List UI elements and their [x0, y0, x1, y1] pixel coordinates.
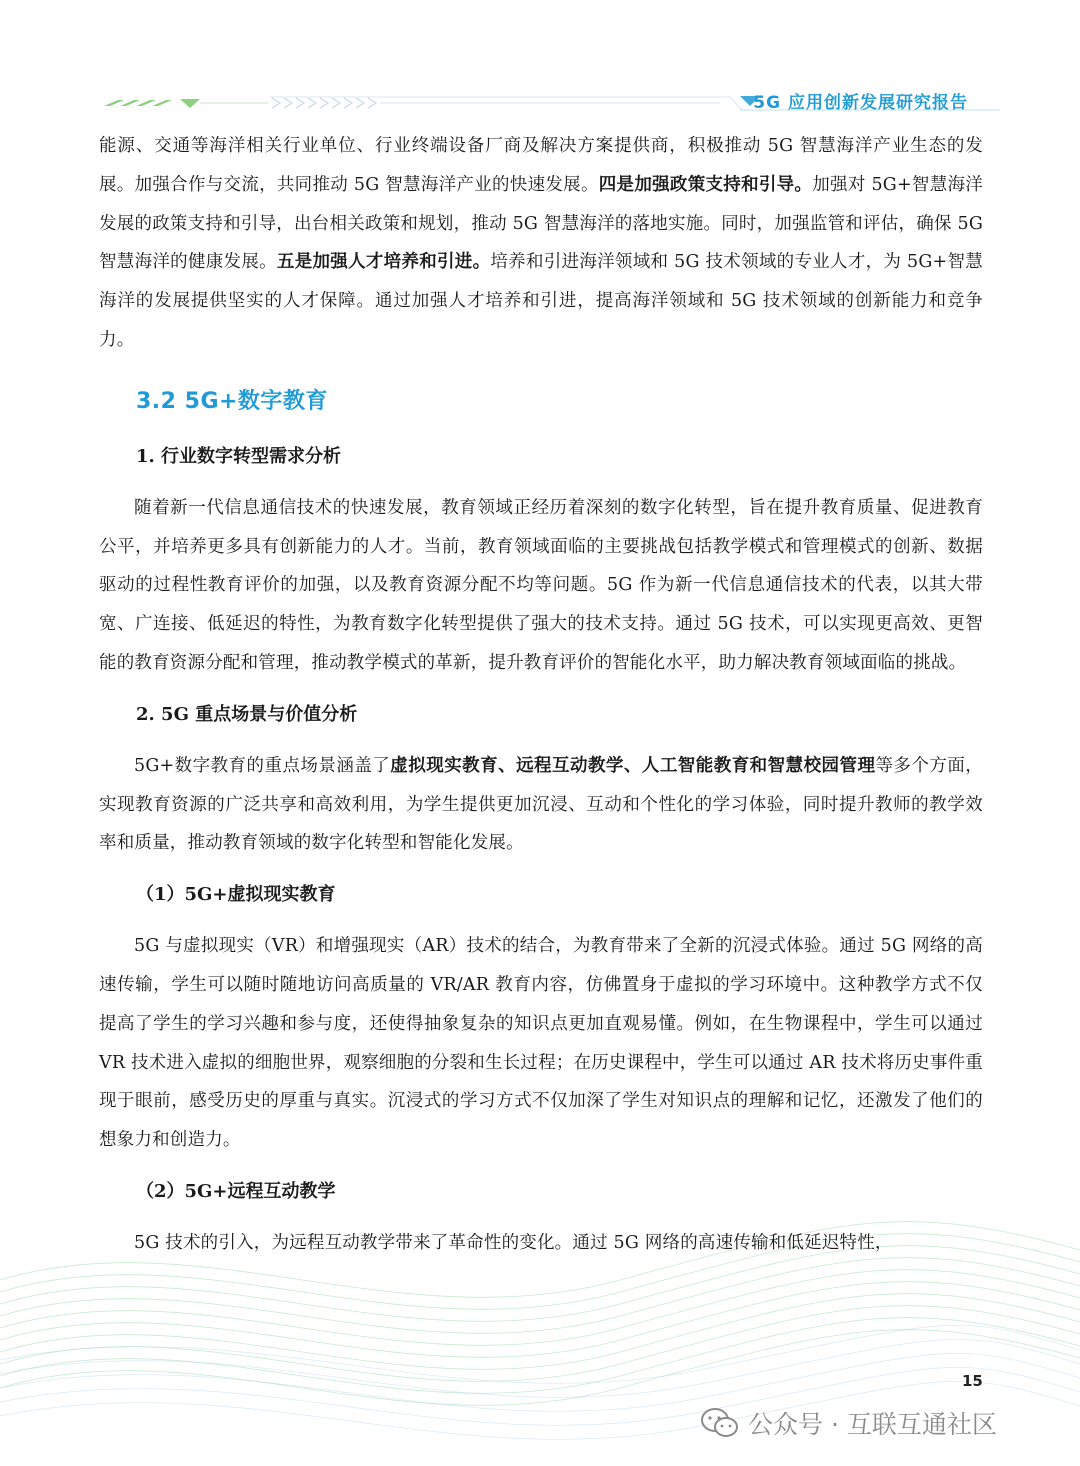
subsection-paragraph-1: 随着新一代信息通信技术的快速发展，教育领域正经历着深刻的数字化转型，旨在提升教育质量、促进教育公平，并培养更多具有创新能力的人才。当前，教育领域面临的主要挑战包括教学模式和管理模式的创新、数据驱动的过程性教育评价的加强，以及教育资源分配不均等问题。5G 作为新一代信息通信技术的代表，以其大带宽、广连接、低延迟的特性，为教育数字化转型提供了强大的技术支持。通过 5G 技术，可以实现更高效、更智能的教育资源分配和管理，推动教学模式的革新，提升教育评价的智能化水平，助力解决教育领域面临的挑战。 [99, 497, 983, 673]
watermark-text: 公众号 · 互联互通社区 [748, 1410, 997, 1439]
item-paragraph-2: 5G 技术的引入，为远程互动教学带来了革命性的变化。通过 5G 网络的高速传输和低延迟特性， [134, 1232, 893, 1253]
item-heading-1: （1）5G+虚拟现实教育 [136, 884, 336, 906]
item-heading-2: （2）5G+远程互动教学 [136, 1180, 336, 1202]
item-paragraph-1: 5G 与虚拟现实（VR）和增强现实（AR）技术的结合，为教育带来了全新的沉浸式体验。通过 5G 网络的高速传输，学生可以随时随地访问高质量的 VR/AR 教育内容，仿佛置身于虚拟的学习环境中。这种教学方式不仅提高了学生的学习兴趣和参与度，还使得抽象复杂的知识点更加直观易懂。例如，在生物课程中，学生可以通过 VR 技术进入虚拟的细胞世界，观察细胞的分裂和生长过程；在历史课程中，学生可以通过 AR 技术将历史事件重现于眼前，感受历史的厚重与真实。沉浸式的学习方式不仅加深了学生对知识点的理解和记忆，还激发了他们的想象力和创造力。 [99, 936, 983, 1151]
page-number: 15 [962, 1372, 983, 1390]
page-header [0, 0, 1080, 125]
section-title: 3.2 5G+数字教育 [136, 388, 328, 414]
subsection-heading-2: 2. 5G 重点场景与价值分析 [136, 703, 358, 725]
wechat-icon [700, 1407, 740, 1439]
watermark [700, 1405, 997, 1441]
report-title: 5G 应用创新发展研究报告 [753, 93, 968, 113]
page-content [99, 127, 983, 1263]
intro-paragraph: 能源、交通等海洋相关行业单位、行业终端设备厂商及解决方案提供商，积极推动 5G 智慧海洋产业生态的发展。加强合作与交流，共同推动 5G 智慧海洋产业的快速发展。四是加强政策支持和引导。加强对 5G+智慧海洋发展的政策支持和引导，出台相关政策和规划，推动 5G 智慧海洋的落地实施。同时，加强监管和评估，确保 5G 智慧海洋的健康发展。五是加强人才培养和引进。培养和引进海洋领域和 5G 技术领域的专业人才，为 5G+智慧海洋的发展提供坚实的人才保障。通过加强人才培养和引进，提高海洋领域和 5G 技术领域的创新能力和竞争力。 [99, 136, 984, 350]
subsection-paragraph-2: 5G+数字教育的重点场景涵盖了虚拟现实教育、远程互动教学、人工智能教育和智慧校园管理等多个方面，实现教育资源的广泛共享和高效利用，为学生提供更加沉浸、互动和个性化的学习体验，同时提升教师的教学效率和质量，推动教育领域的数字化转型和智能化发展。 [99, 755, 983, 854]
subsection-heading-1: 1. 行业数字转型需求分析 [136, 445, 342, 467]
